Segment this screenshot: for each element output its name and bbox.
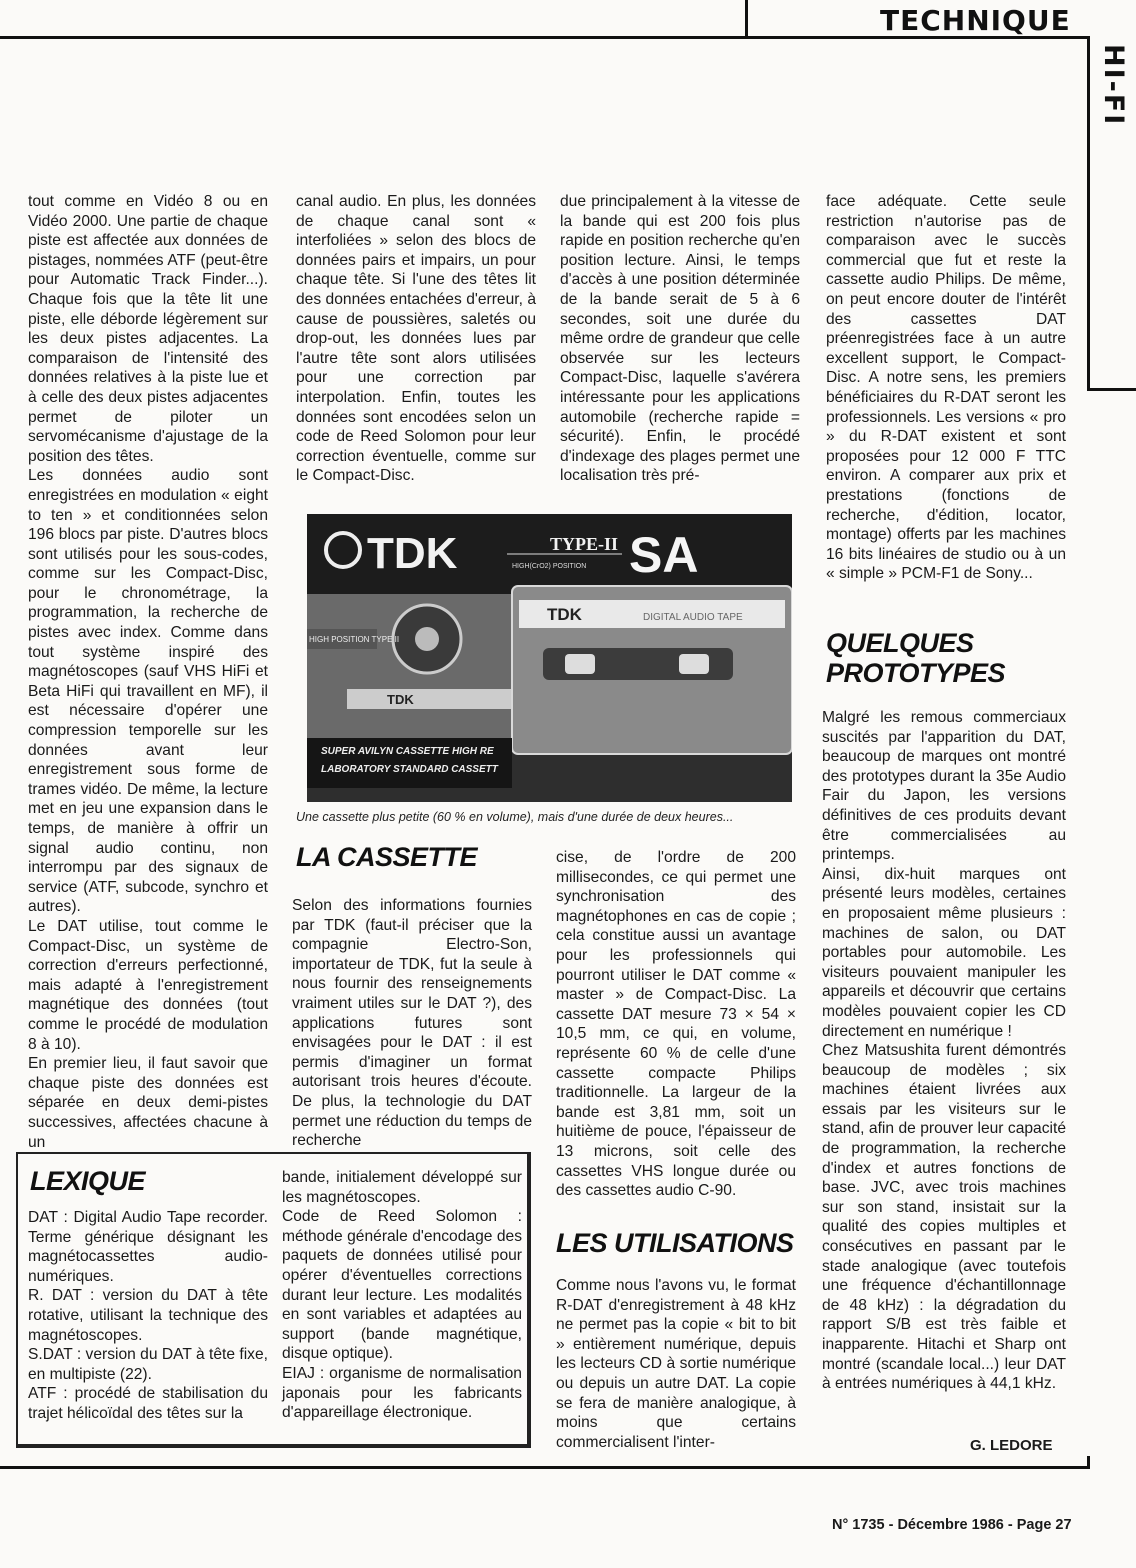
frame-bottom-tick xyxy=(1087,1456,1090,1468)
col2-paragraph: canal audio. En plus, les données de chaque canal sont « interfoliées » selon des blocs de données pairs et impairs, un pour chaque tête. Si l'une des têtes lit des données entachées d'erreur, à cause de poussières, saletés ou drop-out, les données lues par l'autre tête sont alors utilisées pour une correction par interpolation. Enfin, toutes les données sont encodées selon un code de Reed Solomon pour leur correction éventuelle, comme sur le Compact-Disc. xyxy=(296,193,536,485)
col4-paragraph: face adéquate. Cette seule restriction n'autorise pas de comparaison avec le succès commercial que fut et reste la cassette audio Philips. De même, on peut encore douter de l'intérêt des cassettes DAT préenregistrées face à un autre excellent support, le Compact-Disc. A notre sens, les premiers bénéficiaires du R-DAT seront les professionnels. Les versions « pro » du R-DAT existent et sont proposées pour 12 000 F TTC environ. A comparer aux prix et prestations (fonctions de recherche, d'édition, locator, montage) offerts par les machines 16 bits linéaires de studio ou à un « simple » PCM-F1 de Sony... xyxy=(826,193,1066,583)
lexique-entry-atf-cont: bande, initialement développé sur les magnétoscopes. xyxy=(282,1169,522,1206)
photo-line-1: SUPER AVILYN CASSETTE HIGH RE xyxy=(321,746,494,757)
lexique-entry-atf: ATF : procédé de stabilisation du trajet hélicoïdal des têtes sur la xyxy=(28,1385,268,1422)
tdk-cassette-photo xyxy=(307,514,792,802)
prototypes-paragraph-3: Chez Matsushita furent démontrés beaucoup de modèles ; six machines étaient livrées aux essais par les visiteurs sur le stand, afin de prouver leur capacité de programmation, la recherche d'index et autres fonctions de base. JVC, avec trois machines sur son stand, insistait sur la qualité des copies multiples et consécutives en passant par le stade analogique (avec toutefois une fréquence d'échantillonnage de 48 kHz) : la dégradation du rapport S/B est très faible et inapparente. Hitachi et Sharp ont montré (scandale local...) leur DAT à entrées numériques à 44,1 kHz. xyxy=(822,1042,1066,1393)
lexique-entry-rdat: R. DAT : version du DAT à tête rotative, utilisant la technique des magnétoscopes. xyxy=(28,1287,268,1344)
utilisations-paragraph: Comme nous l'avons vu, le format R-DAT d'enregistrement à 48 kHz ne permet pas la copie « bit to bit » entièrement numérique, depuis les lecteurs CD à sortie numérique ou depuis un autre DAT. La copie se fera de manière analogique, à moins que certains commercialisent l'inter- xyxy=(556,1277,796,1451)
frame-bottom-rule xyxy=(0,1466,1090,1469)
col3-paragraph: due principalement à la vitesse de la bande qui est 200 fois plus rapide en position recherche qu'en position lecture. Ainsi, le temps d'accès à une position déterminée de la bande serait de 5 à 6 secondes, soit une durée du même ordre de grandeur que celle observée sur les lecteurs Compact-Disc, laquelle s'avérera intéressante pour les applications automobile (recherche rapide = sécurité). Enfin, le procédé d'indexage des plages permet une localisation très pré- xyxy=(560,193,800,485)
lexique-left xyxy=(28,1208,268,1424)
col1-paragraph-2: Les données audio sont enregistrées en modulation « eight to ten » et conditionnées selon 196 blocs par piste. D'autres blocs sont utilisés pour les sous-codes, comme sur les Compact-Disc, pour le chronométrage, la programmation, la recherche de pistes avec index. Comme dans tout système inspiré des magnétoscopes (sauf VHS HiFi et Beta HiFi qui travaillent en MF), il est nécessaire d'opérer une compression temporelle sur les données avant leur enregistrement sous forme de trames vidéo. De même, la lecture met en jeu une expansion dans le temps, de manière à offrir un signal audio continu, non interrompu par des signaux de service (ATF, subcode, synchro et autres). xyxy=(28,467,268,916)
heading-la-cassette: LA CASSETTE xyxy=(296,842,478,872)
lexique-right xyxy=(282,1168,522,1423)
photo-type: TYPE-II xyxy=(550,534,619,554)
photo-position: HIGH(CrO2) POSITION xyxy=(512,563,587,570)
column-4 xyxy=(826,192,1066,584)
column-3 xyxy=(560,192,800,486)
photo-caption: Une cassette plus petite (60 % en volume), mais d'une durée de deux heures... xyxy=(296,810,734,824)
col1-paragraph-1: tout comme en Vidéo 8 ou en Vidéo 2000. Une partie de chaque piste est affectée aux données de pistages, nommées ATF (peut-être pour Automatic Track Finder...). Chaque fois que la tête lit une piste, elle déborde légèrement sur les deux pistes adjacentes. La comparaison de l'intensité des données relatives à la piste lue et à celle des deux pistes adjacentes permet de piloter un servomécanisme d'ajustage de la position des têtes. xyxy=(28,193,268,465)
lexique-entry-dat: DAT : Digital Audio Tape recorder. Terme générique désignant les magnétocassettes audio-numériques. xyxy=(28,1209,268,1285)
prototypes-paragraph-1: Malgré les remous commerciaux suscités par l'apparition du DAT, beaucoup de marques ont montré des prototypes durant la 35e Audio Fair du Japon, les versions définitives de ces produits devant être commercialisées au printemps. xyxy=(822,709,1066,864)
photo-side-small: HIGH POSITION TYPE II xyxy=(309,635,400,644)
col1-paragraph-3: Le DAT utilise, tout comme le Compact-Disc, un système de correction d'erreurs perfectionné, mais adapté à l'enregistrement magnétique des données (tout comme le procédé de modulation 8 à 10). xyxy=(28,917,268,1053)
photo-brand: TDK xyxy=(367,529,458,578)
col1-paragraph-4: En premier lieu, il faut savoir que chaque piste des données est séparée en deux demi-pistes successives, affectées chacune à un xyxy=(28,1055,268,1151)
lexique-entry-reed-solomon: Code de Reed Solomon : méthode générale d'encodage des paquets de données utilisé pour opérer d'éventuelles corrections durant leur lecture. Les modalités en sont variables et adaptées au support (bande magnétique, disque optique). xyxy=(282,1208,522,1363)
heading-prototypes: QUELQUES PROTOTYPES xyxy=(826,628,1006,688)
la-cassette-continuation xyxy=(556,848,796,1201)
frame-right-step-rule xyxy=(1087,388,1136,391)
photo-dat-label: DIGITAL AUDIO TAPE xyxy=(643,612,743,623)
heading-lexique: LEXIQUE xyxy=(30,1166,146,1196)
la-cassette-paragraph: Selon des informations fournies par TDK (faut-il préciser que la compagnie Electro-Son, importateur de TDK, fut la seule à nous fournir des renseignements vraiment utiles sur le DAT ?), des applications futures sont envisagées pour le DAT : il est permis d'imaginer un format autorisant trois heures d'écoute. De plus, la technologie du DAT permet une réduction du temps de recherche xyxy=(292,897,532,1150)
lexique-entry-eiaj: EIAJ : organisme de normalisation japonais pour les fabricants d'appareillage électronique. xyxy=(282,1364,522,1422)
heading-les-utilisations: LES UTILISATIONS xyxy=(556,1228,794,1258)
photo-model: SA xyxy=(629,527,699,583)
author-signature: G. LEDORE xyxy=(970,1437,1053,1454)
la-cassette-text xyxy=(292,896,532,1151)
section-title: TECHNIQUE xyxy=(880,4,1071,37)
page-footer: N° 1735 - Décembre 1986 - Page 27 xyxy=(832,1517,1072,1533)
section-side-label: HI-FI xyxy=(1098,44,1129,127)
column-2 xyxy=(296,192,536,486)
utilisations-text xyxy=(556,1276,796,1452)
prototypes-paragraph-2: Ainsi, dix-huit marques ont présenté leurs modèles, certaines en proposaient même plusieurs : machines de salon, ou DAT portables pour automobile. Les visiteurs pouvaient manipuler les appareils et découvrir que certains modèles pouvaient copier les CD directement en numérique ! xyxy=(822,865,1066,1040)
column-1 xyxy=(28,192,268,1152)
cassette-illustration xyxy=(307,514,792,802)
prototypes-text xyxy=(822,708,1066,1394)
frame-right-rule xyxy=(1087,36,1090,390)
photo-dat-brand: TDK xyxy=(547,605,582,624)
lexique-entry-sdat: S.DAT : version du DAT à tête fixe, en multipiste (22). xyxy=(28,1346,268,1383)
la-cassette-cont-paragraph: cise, de l'ordre de 200 millisecondes, ce qui permet une synchronisation des magnétophones en cas de copie ; cela constitue aussi un avantage pour les professionnels qui pourront utiliser le DAT comme « master » de Compact-Disc. La cassette DAT mesure 73 × 54 × 10,5 mm, ce qui, en volume, représente 60 % de celle d'une cassette compacte Philips traditionnelle. La largeur de la bande est 3,81 mm, soit un huitième de pouce, l'épaisseur de 13 microns, soit celle des cassettes VHS longue durée ou des cassettes audio C-90. xyxy=(556,849,796,1200)
photo-small-brand: TDK xyxy=(387,692,414,707)
photo-line-2: LABORATORY STANDARD CASSETT xyxy=(321,764,498,775)
